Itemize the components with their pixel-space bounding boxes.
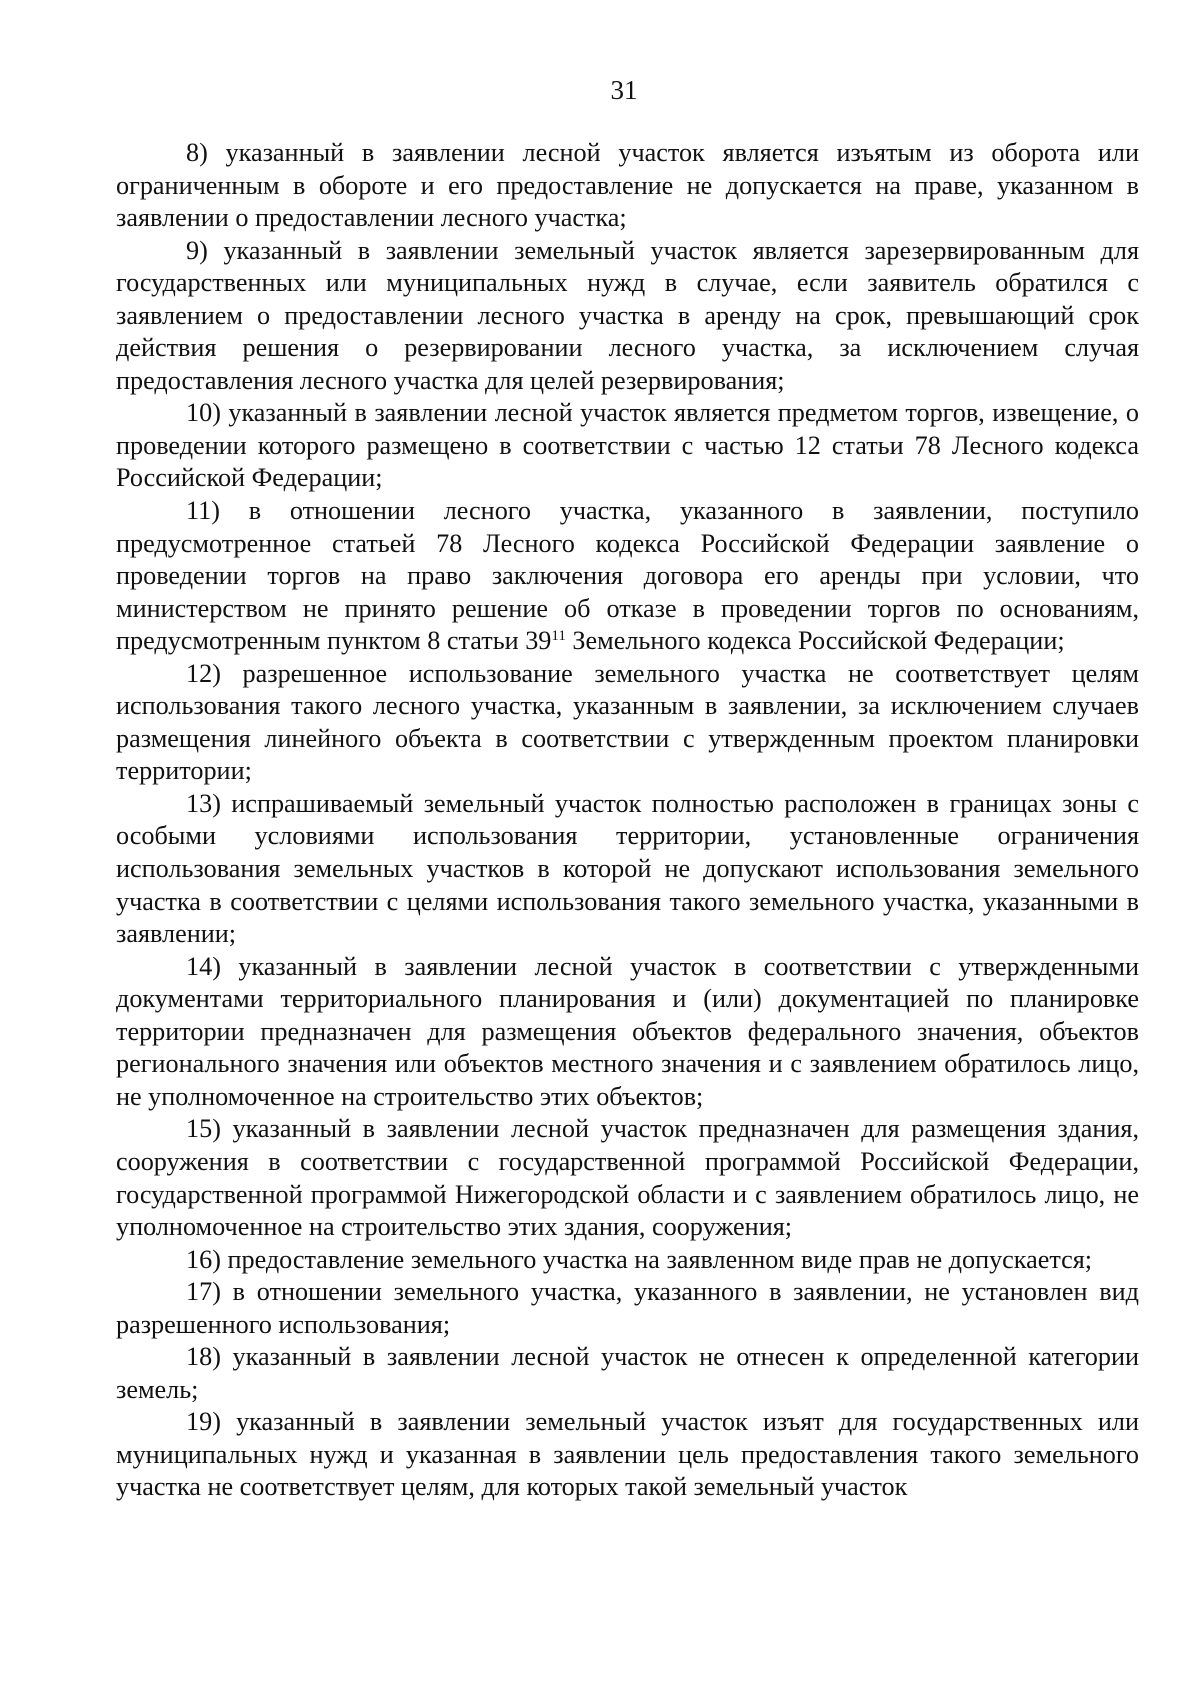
list-item-10: 10) указанный в заявлении лесной участок является предметом торгов, извещение, о проведении которого размещено в соответствии с частью 12 статьи 78 Лесного кодекса Российской Федерации; [116, 398, 1139, 493]
list-item-11-continuation: Земельного кодекса Российской Федерации; [565, 626, 1065, 656]
article-superscript: 11 [551, 628, 566, 645]
list-item-17: 17) в отношении земельного участка, указанного в заявлении, не установлен вид разрешенного использования; [116, 1277, 1139, 1339]
list-item-9: 9) указанный в заявлении земельный участок является зарезервированным для государственных или муниципальных нужд в случае, если заявитель обратился с заявлением о предоставлении лесного участка в аренду на срок, превышающий срок действия решения о резервировании лесного участка, за исключением случая предоставления лесного участка для целей резервирования; [116, 235, 1139, 395]
list-item-13: 13) испрашиваемый земельный участок полностью расположен в границах зоны с особыми условиями использования территории, установленные ограничения использования земельных участков в которой не допускают использования земельного участка в соответствии с целями использования такого земельного участка, указанными в заявлении; [116, 788, 1139, 949]
document-body [116, 137, 1139, 1504]
list-item-12: 12) разрешенное использование земельного участка не соответствует целям использования такого лесного участка, указанным в заявлении, за исключением случаев размещения линейного объекта в соответствии с утвержденным проектом планировки территории; [116, 658, 1139, 786]
list-item-16: 16) предоставление земельного участка на заявленном виде прав не допускается; [186, 1244, 1093, 1274]
list-item-11 [116, 495, 1139, 658]
page-number: 31 [610, 75, 638, 105]
list-item-19: 19) указанный в заявлении земельный участок изъят для государственных или муниципальных нужд и указанная в заявлении цель предоставления такого земельного участка не соответствует целям, для которых такой земельный участок [116, 1407, 1139, 1502]
list-item-14: 14) указанный в заявлении лесной участок в соответствии с утвержденными документами территориального планирования и (или) документацией по планировке территории предназначен для размещения объектов федерального значения, объектов регионального значения или объектов местного значения и с заявлением обратилось лицо, не уполномоченное на строительство этих объектов; [116, 951, 1139, 1111]
list-item-11-text: 11) в отношении лесного участка, указанного в заявлении, поступило предусмотренное статьей 78 Лесного кодекса Российской Федерации заявление о проведении торгов на право заключения договора его аренды при условии, что министерством не принято решение об отказе в проведении торгов по основаниям, предусмотренным пунктом 8 статьи 39 [116, 496, 1139, 656]
list-item-18: 18) указанный в заявлении лесной участок не отнесен к определенной категории земель; [116, 1342, 1139, 1404]
list-item-15: 15) указанный в заявлении лесной участок предназначен для размещения здания, сооружения в соответствии с государственной программой Российской Федерации, государственной программой Нижегородской области и с заявлением обратилось лицо, не уполномоченное на строительство этих здания, сооружения; [116, 1114, 1139, 1242]
list-item-8: 8) указанный в заявлении лесной участок является изъятым из оборота или ограниченным в обороте и его предоставление не допускается на праве, указанном в заявлении о предоставлении лесного участка; [116, 138, 1139, 233]
